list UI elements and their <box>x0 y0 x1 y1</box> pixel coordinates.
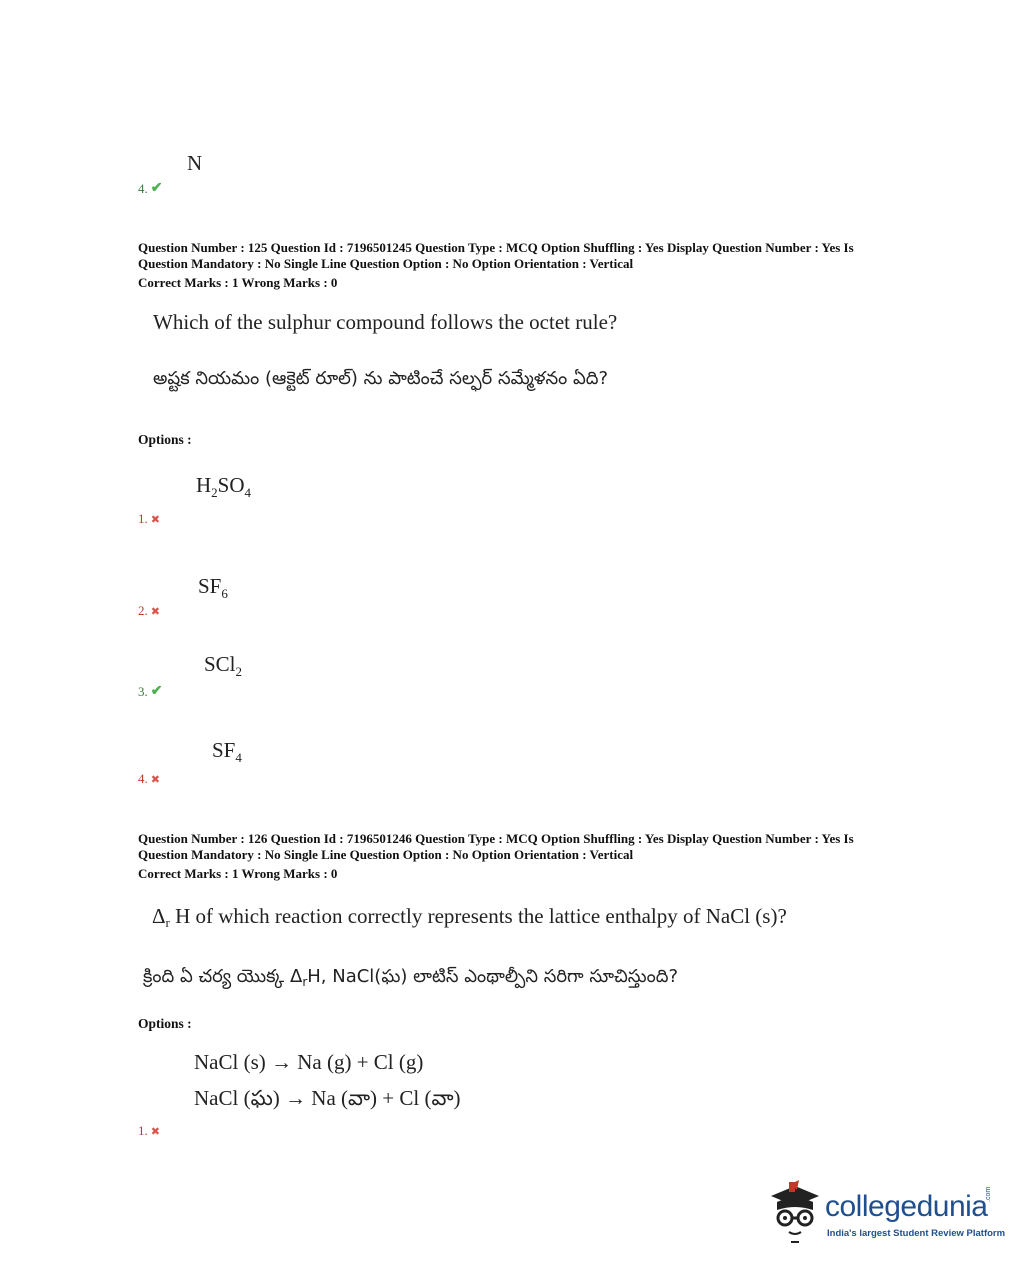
formula-part: H <box>196 473 212 497</box>
logo-wordmark: collegedunia <box>825 1190 988 1223</box>
q125-option1-formula[interactable] <box>196 473 251 498</box>
q126-option1-line2[interactable]: NaCl (ఘ) → Na (వా) + Cl (వా) <box>194 1086 461 1110</box>
q125-option3-formula[interactable] <box>204 652 242 677</box>
delta-symbol: Δ <box>152 904 166 928</box>
option-number: 4. <box>138 771 148 786</box>
option-number: 4. <box>138 180 148 196</box>
logo-com: .com <box>985 1186 992 1202</box>
q125-meta-line1: Question Number : 125 Question Id : 7196501245 Question Type : MCQ Option Shuffling : Yes Display Question Number : Yes Is <box>138 240 854 255</box>
option-number: 2. <box>138 603 148 618</box>
q125-option2-number <box>138 603 160 619</box>
telugu-text-post: H, NaCl(ఘ) లాటిస్ ఎంథాల్పీని సరిగా సూచిస్తుంది? <box>307 966 679 987</box>
q125-question-telugu: అష్టక నియమం (ఆక్టెట్ రూల్) ను పాటించే సల్ఫర్ సమ్మేళనం ఏది? <box>153 368 609 389</box>
q126-marks: Correct Marks : 1 Wrong Marks : 0 <box>138 866 338 881</box>
q126-option1-number <box>138 1123 160 1139</box>
collegedunia-logo <box>765 1176 1006 1248</box>
cross-icon: ✖ <box>150 605 160 618</box>
logo-tagline: India's largest Student Review Platform <box>827 1228 1006 1239</box>
q126-option1-line1[interactable]: NaCl (s) → Na (g) + Cl (g) <box>194 1050 424 1074</box>
formula-subscript: 6 <box>221 586 228 601</box>
option-number: 1. <box>138 1123 148 1138</box>
formula-subscript: 2 <box>211 485 218 500</box>
q125-option4-formula[interactable] <box>212 738 242 763</box>
q126-meta-line1: Question Number : 126 Question Id : 7196501246 Question Type : MCQ Option Shuffling : Yes Display Question Number : Yes Is <box>138 831 854 846</box>
prev-option4-text: N <box>187 151 203 175</box>
q125-option1-number <box>138 511 160 527</box>
formula-subscript: 4 <box>235 750 242 765</box>
q125-meta-line2: Question Mandatory : No Single Line Question Option : No Option Orientation : Vertical <box>138 256 634 271</box>
check-icon: ✔ <box>150 181 163 196</box>
delta-symbol: Δ <box>290 966 303 987</box>
q125-options-label: Options : <box>138 432 192 447</box>
option-number: 1. <box>138 511 148 526</box>
q126-meta-line2: Question Mandatory : No Single Line Question Option : No Option Orientation : Vertical <box>138 847 634 862</box>
formula-subscript: 2 <box>235 664 243 679</box>
q126-options-label: Options : <box>138 1016 192 1031</box>
formula-subscript: 4 <box>244 485 252 500</box>
formula-part: SO <box>217 473 245 497</box>
reaction-subscript: r <box>165 915 170 930</box>
q125-question-english: Which of the sulphur compound follows the octet rule? <box>153 310 618 334</box>
check-icon: ✔ <box>150 684 163 699</box>
q125-marks: Correct Marks : 1 Wrong Marks : 0 <box>138 275 338 290</box>
cross-icon: ✖ <box>150 773 160 786</box>
q125-option3-number <box>138 683 162 700</box>
q125-option4-number <box>138 771 160 787</box>
telugu-text-pre: క్రింది ఏ చర్య యొక్క <box>143 966 285 987</box>
student-mascot-icon <box>765 1180 823 1244</box>
cross-icon: ✖ <box>150 513 160 526</box>
q126-question-telugu <box>143 966 678 991</box>
option-number: 3. <box>138 683 148 699</box>
formula-part: SF <box>212 738 236 762</box>
question-text: H of which reaction correctly represents the lattice enthalpy of NaCl (s)? <box>175 904 787 928</box>
prev-option4-number <box>138 180 162 197</box>
formula-part: SCl <box>204 652 236 676</box>
cross-icon: ✖ <box>150 1125 160 1138</box>
q126-question-english <box>152 904 787 931</box>
q125-option2-formula[interactable] <box>198 574 228 599</box>
reaction-subscript: r <box>302 975 308 989</box>
formula-part: SF <box>198 574 222 598</box>
